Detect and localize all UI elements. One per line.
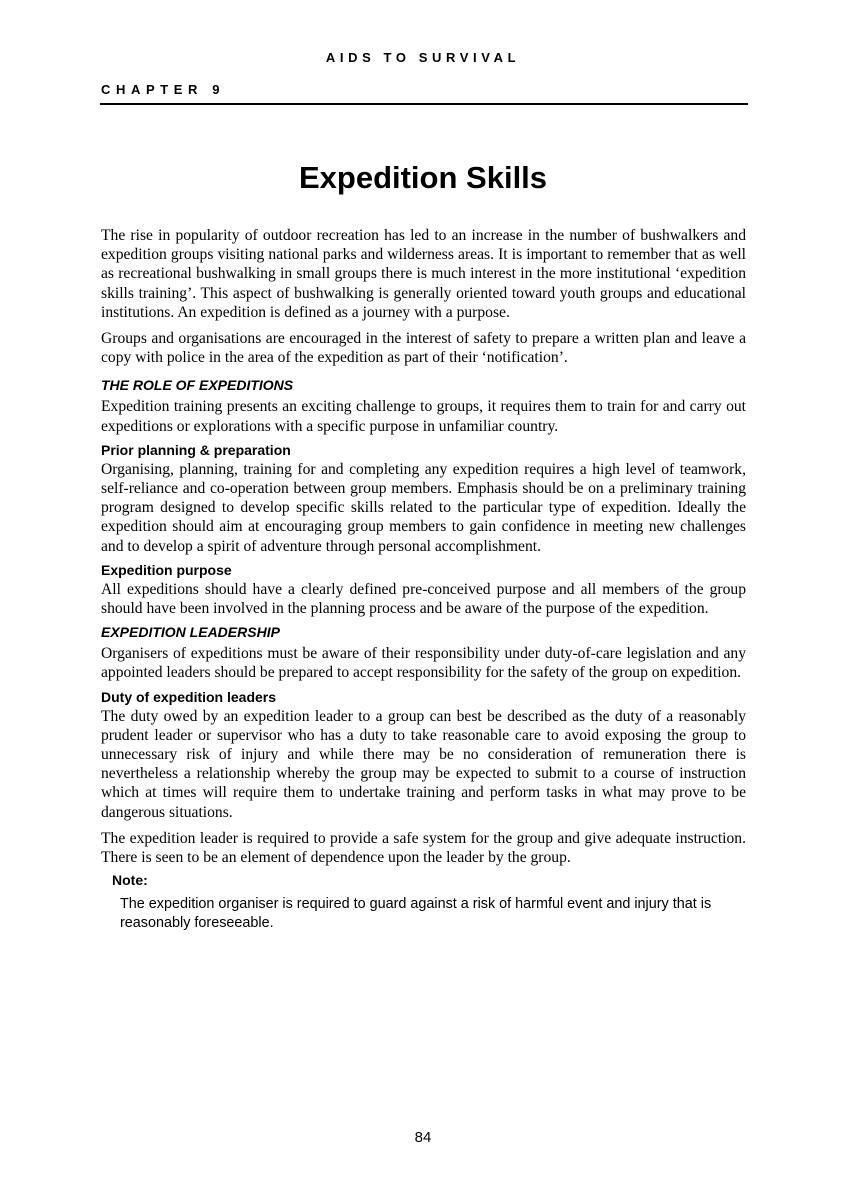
page-number: 84 bbox=[414, 1129, 432, 1146]
chapter-divider bbox=[100, 103, 748, 105]
purpose-paragraph: All expeditions should have a clearly defined pre-conceived purpose and all members of the group should have been involved in the planning process and be aware of the purpose of the expedition. bbox=[101, 580, 746, 618]
main-content bbox=[101, 226, 746, 933]
page-title: Expedition Skills bbox=[298, 160, 548, 195]
duty-paragraph-2: The expedition leader is required to provide a safe system for the group and give adequate instruction. There is seen to be an element of dependence upon the leader by the group. bbox=[101, 829, 746, 867]
duty-paragraph-1: The duty owed by an expedition leader to a group can best be described as the duty of a reasonably prudent leader or supervisor who has a duty to take reasonable care to avoid exposing the group to unnecessary risk of injury and while there may be no consideration of remuneration there is nevertheless a relationship whereby the group may be expected to submit to a course of instruction which at times will require them to undertake training and perform tasks in what may prove to be dangerous situations. bbox=[101, 707, 746, 821]
subheading-planning: Prior planning & preparation bbox=[101, 441, 291, 458]
note-text: The expedition organiser is required to guard against a risk of harmful event and injury that is reasonably foreseeable. bbox=[120, 896, 712, 932]
leadership-paragraph: Organisers of expeditions must be aware of their responsibility under duty-of-care legislation and any appointed leaders should be prepared to accept responsibility for the safety of the group on expedition. bbox=[101, 645, 746, 682]
subheading-duty: Duty of expedition leaders bbox=[101, 688, 277, 705]
subheading-purpose: Expedition purpose bbox=[101, 561, 232, 578]
note-label: Note: bbox=[112, 872, 148, 889]
role-paragraph: Expedition training presents an exciting challenge to groups, it requires them to train for and carry out expeditions or explorations with a specific purpose in unfamiliar country. bbox=[101, 398, 746, 435]
intro-paragraph-1: The rise in popularity of outdoor recreation has led to an increase in the number of bushwalkers and expedition groups visiting national parks and wilderness areas. It is important to remember that as well as recreational bushwalking in small groups there is much interest in the more institutional ‘expedition skills training’. This aspect of bushwalking is generally oriented toward youth groups and educational institutions. An expedition is defined as a journey with a purpose. bbox=[101, 227, 746, 321]
running-header: AIDS TO SURVIVAL bbox=[325, 50, 521, 65]
section-heading-role: THE ROLE OF EXPEDITIONS bbox=[101, 377, 294, 394]
chapter-label: CHAPTER 9 bbox=[101, 82, 226, 97]
section-heading-leadership: EXPEDITION LEADERSHIP bbox=[101, 624, 280, 641]
intro-paragraph-2: Groups and organisations are encouraged in the interest of safety to prepare a written plan and leave a copy with police in the area of the expedition as part of their ‘notification’. bbox=[101, 330, 746, 367]
planning-paragraph: Organising, planning, training for and completing any expedition requires a high level of teamwork, self-reliance and co-operation between group members. Emphasis should be on a preliminary training program designed to develop specific skills related to the particular type of expedition. Ideally the expedition should aim at encouraging group members to gain confidence in meeting new challenges and to develop a spirit of adventure through personal accomplishment. bbox=[101, 460, 746, 555]
